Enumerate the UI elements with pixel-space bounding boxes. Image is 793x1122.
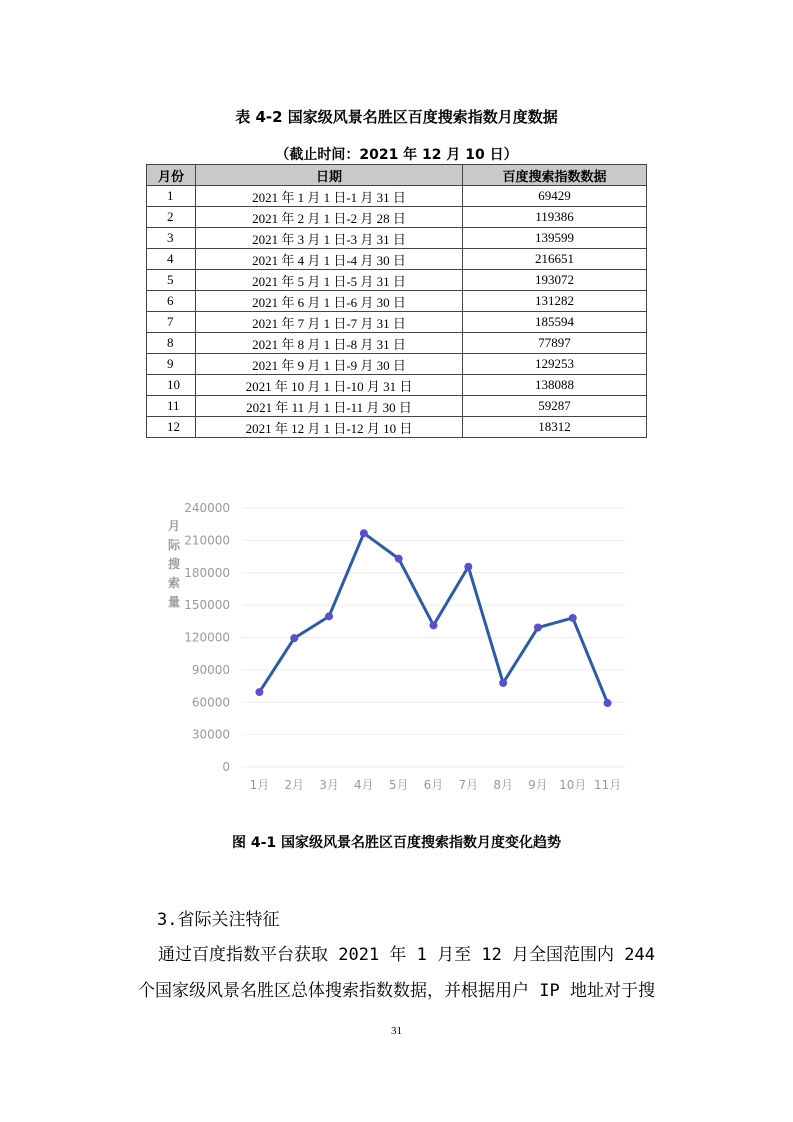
cell-month: 12 (147, 417, 196, 438)
cell-value: 18312 (463, 417, 647, 438)
cell-month: 11 (147, 396, 196, 417)
y-axis-label-char: 索 (167, 576, 181, 590)
cell-date: 2021 年 3 月 1 日-3 月 31 日 (196, 228, 463, 249)
table-title: 表 4-2 国家级风景名胜区百度搜索指数月度数据 (235, 108, 558, 126)
x-tick-label: 7月 (458, 778, 479, 792)
cell-value: 69429 (463, 186, 647, 207)
cell-value: 216651 (463, 249, 647, 270)
y-tick-label: 240000 (184, 501, 230, 515)
table-note: （截止时间：2021 年 12 月 10 日） (275, 147, 518, 163)
y-tick-label: 150000 (184, 598, 230, 613)
cell-month: 1 (147, 186, 196, 207)
x-tick-label: 5月 (388, 778, 409, 792)
series-line (259, 533, 607, 703)
y-axis-label-char: 量 (167, 595, 181, 609)
page-number: 31 (391, 1025, 402, 1037)
y-tick-label: 30000 (191, 727, 230, 742)
cell-month: 4 (147, 249, 196, 270)
x-tick-label: 1月 (249, 778, 270, 792)
y-tick-label: 90000 (191, 662, 230, 677)
cell-month: 6 (147, 291, 196, 312)
data-point (255, 688, 263, 696)
table-header-row (147, 165, 647, 186)
cell-value: 129253 (463, 354, 647, 375)
header-date: 日期 (196, 165, 463, 186)
cell-date: 2021 年 4 月 1 日-4 月 30 日 (196, 249, 463, 270)
data-point (360, 529, 368, 537)
table-row (147, 291, 647, 312)
table-row (147, 396, 647, 417)
cell-month: 9 (147, 354, 196, 375)
y-axis-label-char: 际 (167, 538, 181, 552)
cell-month: 2 (147, 207, 196, 228)
header-month: 月份 (147, 165, 196, 186)
cell-month: 5 (147, 270, 196, 291)
cell-value: 77897 (463, 333, 647, 354)
cell-value: 119386 (463, 207, 647, 228)
cell-value: 59287 (463, 396, 647, 417)
x-tick-label: 3月 (319, 778, 339, 792)
data-table (146, 164, 647, 438)
y-tick-label: 0 (222, 760, 230, 774)
section-heading: 3.省际关注特征 (157, 910, 280, 930)
cell-date: 2021 年 9 月 1 日-9 月 30 日 (196, 354, 463, 375)
x-tick-label: 9月 (528, 778, 548, 792)
x-tick-label: 11月 (593, 778, 622, 792)
data-point (395, 555, 403, 563)
data-point (430, 621, 438, 629)
x-tick-label: 2月 (284, 778, 305, 792)
header-value: 百度搜索指数数据 (463, 165, 647, 186)
line-chart-svg (160, 490, 635, 800)
table-row (147, 270, 647, 291)
data-point (569, 614, 577, 622)
cell-month: 8 (147, 333, 196, 354)
cell-date: 2021 年 5 月 1 日-5 月 31 日 (196, 270, 463, 291)
data-point (290, 634, 298, 642)
table-row (147, 312, 647, 333)
x-tick-label: 6月 (423, 778, 444, 792)
cell-date: 2021 年 8 月 1 日-8 月 31 日 (196, 333, 463, 354)
cell-date: 2021 年 12 月 1 日-12 月 10 日 (196, 417, 463, 438)
body-text-line: 个国家级风景名胜区总体搜索指数数据，并根据用户 IP 地址对于搜 (138, 981, 655, 1001)
table-row (147, 354, 647, 375)
x-tick-label: 4月 (354, 778, 374, 792)
y-axis-label-char: 月 (167, 519, 181, 533)
cell-value: 131282 (463, 291, 647, 312)
figure-caption: 图 4-1 国家级风景名胜区百度搜索指数月度变化趋势 (231, 835, 562, 851)
table-row (147, 417, 647, 438)
cell-date: 2021 年 11 月 1 日-11 月 30 日 (196, 396, 463, 417)
cell-value: 138088 (463, 375, 647, 396)
data-point (325, 612, 333, 620)
cell-value: 139599 (463, 228, 647, 249)
table-row (147, 249, 647, 270)
table-row (147, 207, 647, 228)
cell-date: 2021 年 1 月 1 日-1 月 31 日 (196, 186, 463, 207)
cell-month: 7 (147, 312, 196, 333)
cell-month: 10 (147, 375, 196, 396)
table-row (147, 375, 647, 396)
data-point (534, 624, 542, 632)
cell-month: 3 (147, 228, 196, 249)
table-row (147, 333, 647, 354)
data-point (604, 699, 612, 707)
cell-date: 2021 年 2 月 1 日-2 月 28 日 (196, 207, 463, 228)
body-text-line: 通过百度指数平台获取 2021 年 1 月至 12 月全国范围内 244 (158, 945, 655, 965)
cell-date: 2021 年 7 月 1 日-7 月 31 日 (196, 312, 463, 333)
x-tick-label: 8月 (493, 778, 513, 792)
table-row (147, 228, 647, 249)
data-point (464, 563, 472, 571)
y-tick-label: 60000 (191, 695, 230, 710)
y-tick-label: 120000 (184, 630, 230, 645)
table-row (147, 186, 647, 207)
y-tick-label: 180000 (184, 565, 230, 580)
x-tick-label: 10月 (559, 778, 587, 792)
data-point (499, 679, 507, 687)
cell-value: 193072 (463, 270, 647, 291)
y-tick-label: 210000 (184, 533, 230, 548)
y-axis-label-char: 搜 (167, 557, 181, 571)
cell-date: 2021 年 10 月 1 日-10 月 31 日 (196, 375, 463, 396)
line-chart (160, 490, 635, 800)
cell-date: 2021 年 6 月 1 日-6 月 30 日 (196, 291, 463, 312)
cell-value: 185594 (463, 312, 647, 333)
